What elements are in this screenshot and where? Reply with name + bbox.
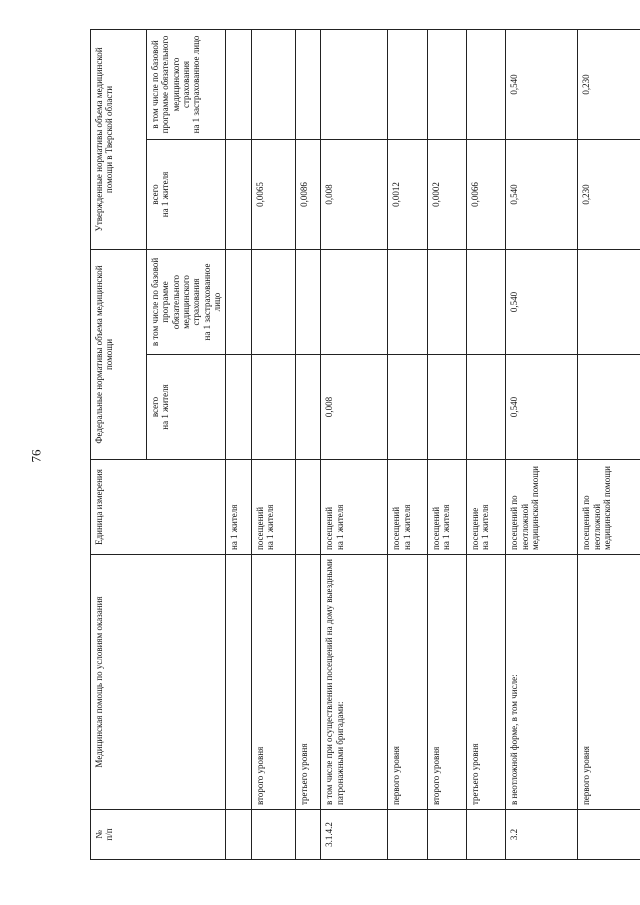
row-num: 3.2 [506,810,578,860]
table-row [226,29,251,859]
row-federal-per-insured [388,249,427,354]
row-condition: второго уровня [427,555,466,810]
row-condition [226,555,251,810]
row-approved-per-insured [321,29,388,139]
row-approved-per-resident: 0,230 [578,139,640,249]
row-federal-per-insured [467,249,506,354]
row-federal-per-insured [226,249,251,354]
row-federal-per-resident [226,355,251,460]
row-unit: посещений на 1 жителя [388,460,427,555]
row-approved-per-insured [295,29,320,139]
table-row [388,29,427,859]
row-federal-per-insured [427,249,466,354]
row-unit: посещений по неотложной медицинской помощи [578,460,640,555]
header-approved-per-resident: всего на 1 жителя [147,139,226,249]
row-condition: второго уровня [251,555,295,810]
row-federal-per-resident [251,355,295,460]
row-unit [295,460,320,555]
header-approved: Утвержденные нормативы объема медицинской помощи в Тверской области [91,29,147,249]
row-condition: в том числе при осуществлении посещений на дому выездными патронажными бригадами: [321,555,388,810]
rotated-table-area [90,30,640,860]
table-row [251,29,295,859]
row-approved-per-insured [226,29,251,139]
row-federal-per-resident [388,355,427,460]
row-approved-per-resident: 0,0065 [251,139,295,249]
row-approved-per-resident [226,139,251,249]
row-approved-per-resident: 0,0066 [467,139,506,249]
row-approved-per-resident: 0,0012 [388,139,427,249]
row-num [578,810,640,860]
table-body [226,29,640,859]
row-federal-per-resident [427,355,466,460]
normatives-table [90,29,640,860]
row-approved-per-resident: 0,0002 [427,139,466,249]
row-condition: в неотложной форме, в том числе: [506,555,578,810]
table-row [427,29,466,859]
table-stage [90,30,640,860]
row-federal-per-resident [578,355,640,460]
row-unit: посещений на 1 жителя [251,460,295,555]
row-approved-per-insured [427,29,466,139]
row-unit: посещений на 1 жителя [321,460,388,555]
row-approved-per-insured [388,29,427,139]
row-condition: первого уровня [578,555,640,810]
row-num [295,810,320,860]
row-approved-per-insured: 0,230 [578,29,640,139]
row-unit: на 1 жителя [226,460,251,555]
row-num [226,810,251,860]
row-approved-per-resident: 0,0086 [295,139,320,249]
row-federal-per-resident [467,355,506,460]
row-approved-per-insured: 0,540 [506,29,578,139]
header-condition: Медицинская помощь по условиям оказания [91,555,226,810]
table-row [467,29,506,859]
row-num [251,810,295,860]
row-federal-per-insured: 0,540 [506,249,578,354]
table-row [578,29,640,859]
row-num [467,810,506,860]
row-federal-per-resident: 0,008 [321,355,388,460]
row-approved-per-resident: 0,540 [506,139,578,249]
table-row [506,29,578,859]
row-approved-per-insured [251,29,295,139]
table-row [321,29,388,859]
row-condition: третьего уровня [295,555,320,810]
row-federal-per-insured [578,249,640,354]
header-federal-per-insured: в том числе по базовой программе обязательного медицинского страхования на 1 застрахованное лицо [147,249,226,354]
header-num: № п/п [91,810,226,860]
row-federal-per-resident: 0,540 [506,355,578,460]
row-condition: первого уровня [388,555,427,810]
row-approved-per-insured [467,29,506,139]
header-federal: Федеральные нормативы объема медицинской помощи [91,249,147,459]
header-federal-per-resident: всего на 1 жителя [147,355,226,460]
row-num [388,810,427,860]
page-number: 76 [28,449,44,463]
table-row [295,29,320,859]
row-approved-per-resident: 0,008 [321,139,388,249]
row-num: 3.1.4.2 [321,810,388,860]
row-unit: посещений по неотложной медицинской помощи [506,460,578,555]
row-federal-per-insured [251,249,295,354]
header-approved-per-insured: в том числе по базовой программе обязательного медицинского страхования на 1 застрахованное лицо [147,29,226,139]
row-federal-per-resident [295,355,320,460]
row-condition: третьего уровня [467,555,506,810]
row-num [427,810,466,860]
header-unit: Единица измерения [91,460,226,555]
row-federal-per-insured [321,249,388,354]
row-federal-per-insured [295,249,320,354]
row-unit: посещений на 1 жителя [427,460,466,555]
row-unit: посещение на 1 жителя [467,460,506,555]
